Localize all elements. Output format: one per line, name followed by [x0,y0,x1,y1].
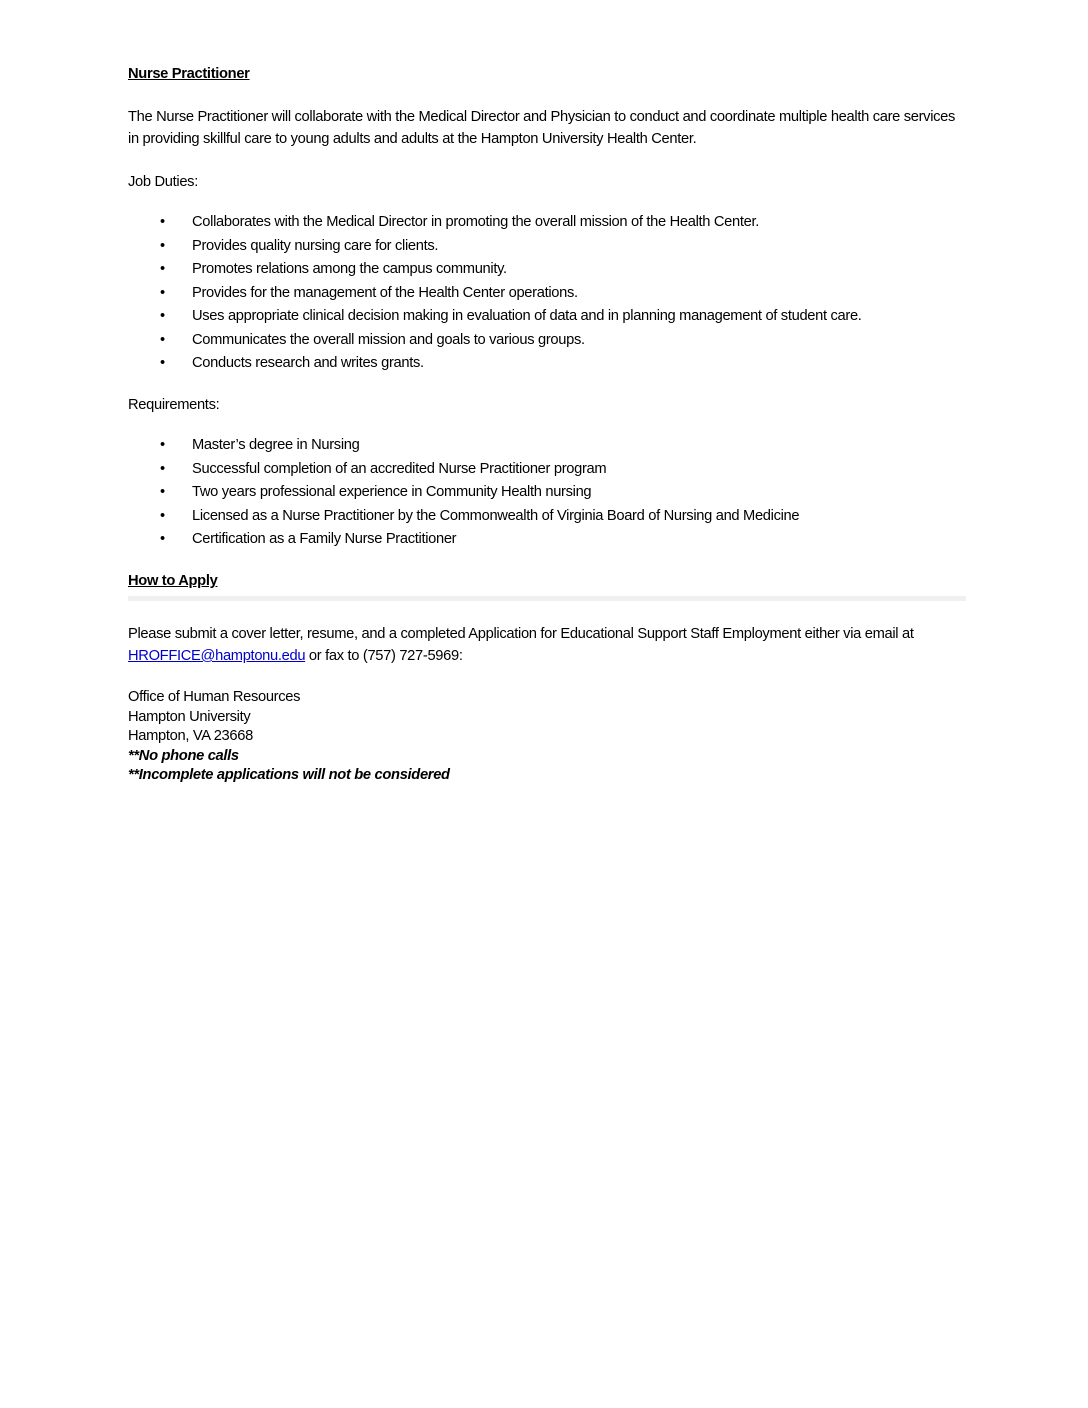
list-item: • Collaborates with the Medical Director in promoting the overall mission of the Health Center. [128,211,966,233]
how-to-apply-heading [128,570,966,592]
how-to-apply-heading-text: How to Apply [128,573,218,589]
requirements-heading: Requirements: [128,397,220,413]
list-item: • Successful completion of an accredited Nurse Practitioner program [128,458,966,480]
list-item: • Promotes relations among the campus community. [128,258,966,280]
contact-line-city: Hampton, VA 23668 [128,728,253,744]
page-title: Nurse Practitioner [128,66,250,82]
list-item: • Licensed as a Nurse Practitioner by the Commonwealth of Virginia Board of Nursing and Medicine [128,505,966,527]
contact-note-no-calls: **No phone calls [128,747,239,764]
contact-line-office: Office of Human Resources [128,689,301,705]
email-link[interactable]: HROFFICE@hamptonu.edu [128,648,306,664]
list-item: • Conducts research and writes grants. [128,352,966,374]
apply-text-after: or fax to (757) 727-5969: [305,648,463,664]
list-item: • Provides quality nursing care for clients. [128,235,966,257]
job-duties-list [128,211,966,374]
list-item: • Master’s degree in Nursing [128,434,966,456]
intro-paragraph: The Nurse Practitioner will collaborate with the Medical Director and Physician to conduct and coordinate multiple health care services in providing skillful care to young adults and adults at the Hampton University Health Center. [128,109,956,147]
list-item: • Certification as a Family Nurse Practitioner [128,528,966,550]
apply-paragraph [128,623,966,667]
section-divider [128,596,966,601]
contact-block [128,688,966,786]
job-duties-heading: Job Duties: [128,174,198,190]
list-item: • Two years professional experience in Community Health nursing [128,481,966,503]
contact-line-university: Hampton University [128,708,251,725]
apply-text-before: Please submit a cover letter, resume, and a completed Application for Educational Support Staff Employment either via email at [128,626,914,642]
document-content [128,63,966,786]
list-item: • Uses appropriate clinical decision making in evaluation of data and in planning management of student care. [128,305,966,327]
list-item: • Provides for the management of the Health Center operations. [128,282,966,304]
list-item: • Communicates the overall mission and goals to various groups. [128,329,966,351]
contact-note-incomplete: **Incomplete applications will not be considered [128,767,450,783]
requirements-list [128,434,966,550]
